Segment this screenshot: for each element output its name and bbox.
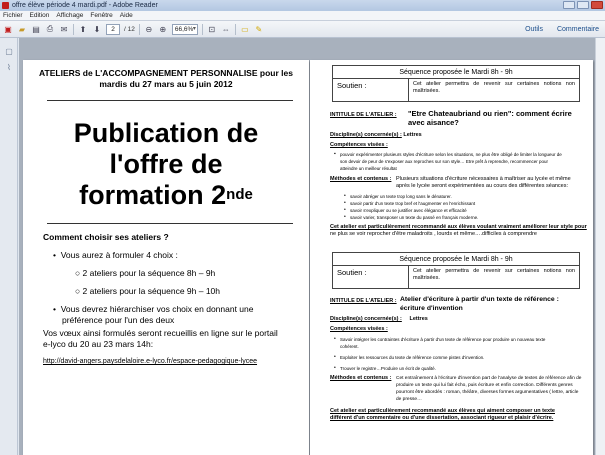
menu-aide[interactable]: Aide bbox=[119, 12, 133, 19]
zoom-select[interactable]: 66,6% ▾ bbox=[172, 24, 198, 35]
discipline-value: Lettres bbox=[409, 316, 428, 322]
divider bbox=[47, 223, 293, 224]
sequence-title: Séquence proposée le Mardi 8h - 9h bbox=[333, 253, 579, 266]
list-item-text: Vous aurez à formuler 4 choix : bbox=[60, 250, 178, 260]
atelier-title: écriture d'invention bbox=[400, 305, 463, 312]
menu-edition[interactable]: Edition bbox=[29, 12, 50, 19]
methodes-label: Méthodes et contenus : bbox=[330, 176, 392, 182]
create-pdf-icon[interactable]: ▣ bbox=[4, 24, 12, 34]
header-line: ATELIERS de L'ACCOMPAGNEMENT PERSONNALISE pour les bbox=[39, 68, 293, 78]
window-title: offre élève période 4 mardi.pdf - Adobe Reader bbox=[12, 2, 158, 9]
save-icon[interactable]: ▤ bbox=[32, 24, 40, 34]
portal-link[interactable]: http://david-angers.paysdelaloire.e-lyco.fr/espace-pedagogique-lycee bbox=[43, 358, 258, 365]
atelier-title: "Etre Chateaubriand ou rien": comment écrire bbox=[408, 109, 572, 118]
bullet-dot: • bbox=[344, 207, 346, 213]
methodes-text: de presse… bbox=[396, 397, 422, 402]
comment-note-icon[interactable]: ▭ bbox=[241, 24, 249, 34]
recommendation-text: Cet atelier est particulièrement recommandé aux élèves qui aiment composer un texte bbox=[330, 408, 555, 414]
competences-label: Compétences visées : bbox=[330, 142, 388, 148]
menu-fichier[interactable]: Fichier bbox=[3, 12, 23, 19]
toolbar-divider bbox=[73, 24, 74, 35]
competence-text: Savoir intégrer les contraintes d'écriture à partir d'un texte de référence pour produire un nouveau texte bbox=[340, 337, 546, 342]
toolbar-divider bbox=[139, 24, 140, 35]
bullet-dot: • bbox=[344, 214, 346, 220]
methodes-text: Cet entraînement à l'écriture d'invention part de l'analyse de textes de référence afin de bbox=[396, 376, 582, 381]
competence-text: Exploiter les ressources du texte de référence comme pistes d'invention. bbox=[340, 355, 485, 360]
pdf-page-left bbox=[23, 60, 309, 455]
methode-item: savoir partir d'un texte trop bref et l'augmenter en l'enrichissant bbox=[350, 201, 476, 206]
title-line: l'offre de bbox=[109, 149, 223, 179]
soutien-text: Cet atelier permettra de revenir sur certaines notions non maîtrisées. bbox=[413, 81, 575, 94]
page-header bbox=[33, 68, 299, 90]
methodes-label: Méthodes et contenus : bbox=[330, 375, 392, 381]
list-item-text: 2 ateliers pour la séquence 8h – 9h bbox=[82, 268, 216, 278]
methode-item: savoir abréger un texte trop long sans le dénaturer. bbox=[350, 194, 452, 199]
next-page-icon[interactable]: ⬇ bbox=[93, 24, 101, 34]
paragraph-line: Vos vœux ainsi formulés seront recueillis en ligne sur le portail bbox=[43, 328, 278, 338]
competences-label: Compétences visées : bbox=[330, 326, 388, 332]
bullet-dot: ▪ bbox=[334, 151, 336, 157]
page-number-input[interactable]: 2 bbox=[106, 24, 120, 35]
bullet-dot: • bbox=[334, 354, 336, 360]
comment-link[interactable]: Commentaire bbox=[556, 26, 599, 33]
soutien-label: Soutien : bbox=[333, 79, 409, 101]
methodes-text: pourront être abordés : roman, théâtre, diverses formes argumentatives ( lettre, article bbox=[396, 390, 579, 395]
sequence-box bbox=[332, 65, 580, 102]
title-bar bbox=[0, 0, 605, 11]
sub-list-item: ○ 2 ateliers pour la séquence 8h – 9h bbox=[75, 268, 216, 278]
sub-list-item: ○ 2 ateliers pour la séquence 9h – 10h bbox=[75, 286, 221, 296]
paragraph-line: e-lyco du 20 au 23 mars 14h: bbox=[43, 339, 154, 349]
list-item-text: 2 ateliers pour la séquence 9h – 10h bbox=[82, 286, 221, 296]
competence-text: atteindre un meilleur résultat bbox=[340, 166, 397, 171]
bullet-dot: • bbox=[334, 336, 336, 342]
email-icon[interactable]: ✉ bbox=[60, 24, 68, 34]
intitule-label: INTITULE DE L'ATELIER : bbox=[330, 112, 397, 118]
header-line: mardis du 27 mars au 5 juin 2012 bbox=[99, 79, 233, 89]
bullet-dot: • bbox=[334, 365, 336, 371]
discipline-label: Discipline(s) concernée(s) : bbox=[330, 316, 402, 322]
fit-width-icon[interactable]: ⇔ bbox=[221, 24, 230, 34]
soutien-label: Soutien : bbox=[333, 266, 409, 288]
title-line: Publication de bbox=[73, 118, 259, 148]
methode-item: savoir varier, transposer un texte du passé en français moderne. bbox=[350, 215, 479, 220]
recommendation-text: Cet atelier est particulièrement recommandé aux élèves voulant vraiment améliorer leur style pour bbox=[330, 224, 587, 230]
sequence-box bbox=[332, 252, 580, 289]
vertical-scrollbar[interactable] bbox=[595, 38, 605, 455]
open-file-icon[interactable]: ▰ bbox=[18, 24, 26, 34]
list-item: • Vous devrez hiérarchiser vos choix en donnant une bbox=[53, 304, 254, 314]
toolbar bbox=[0, 21, 605, 38]
atelier-title: Atelier d'écriture à partir d'un texte de référence : bbox=[400, 296, 559, 303]
methodes-text: Plusieurs situations d'écriture nécessaires à maîtriser au lycée et même bbox=[396, 176, 571, 182]
question-heading: Comment choisir ses ateliers ? bbox=[43, 232, 169, 242]
menu-affichage[interactable]: Affichage bbox=[56, 12, 84, 19]
fit-page-icon[interactable]: ⊡ bbox=[208, 24, 216, 34]
print-icon[interactable]: ⎙ bbox=[46, 24, 54, 33]
close-button[interactable] bbox=[591, 1, 603, 9]
discipline-line bbox=[330, 132, 422, 139]
list-item-text: Vous devrez hiérarchiser vos choix en donnant une bbox=[60, 304, 254, 314]
title-line bbox=[33, 180, 299, 211]
tools-link[interactable]: Outils bbox=[525, 26, 543, 33]
competence-text: Trouver le registre…Produire un écrit de qualité. bbox=[340, 366, 436, 371]
atelier-title: avec aisance? bbox=[408, 118, 459, 127]
toolbar-divider bbox=[202, 24, 203, 35]
list-item: • Vous aurez à formuler 4 choix : bbox=[53, 250, 178, 260]
discipline-line bbox=[330, 316, 428, 323]
zoom-in-icon[interactable]: ⊕ bbox=[159, 24, 167, 34]
menu-bar bbox=[0, 11, 605, 21]
discipline-label: Discipline(s) concernée(s) : bbox=[330, 132, 402, 138]
maximize-button[interactable] bbox=[577, 1, 589, 9]
minimize-button[interactable] bbox=[563, 1, 575, 9]
methodes-text: produire un texte qui lui fait écho, puis écriture et enfin correction. Différents genres bbox=[396, 383, 573, 388]
menu-fenetre[interactable]: Fenêtre bbox=[90, 12, 113, 19]
highlight-icon[interactable]: ✎ bbox=[255, 24, 263, 34]
document-title bbox=[33, 118, 299, 211]
competence-text: pouvoir expérimenter plusieurs styles d'écriture selon les situations, ne plus être obligé de limiter la longueur de bbox=[340, 152, 562, 157]
title-text: formation 2 bbox=[79, 180, 227, 210]
title-superscript: nde bbox=[226, 186, 253, 203]
zoom-out-icon[interactable]: ⊖ bbox=[145, 24, 153, 34]
intitule-label: INTITULE DE L'ATELIER : bbox=[330, 298, 397, 304]
methodes-text: après le lycée seront expérimentées au cours des différentes séances: bbox=[396, 183, 569, 189]
attachments-icon[interactable]: ⌇ bbox=[7, 62, 11, 72]
previous-page-icon[interactable]: ⬆ bbox=[79, 24, 87, 34]
competence-text: cohérent. bbox=[340, 344, 359, 349]
page-total: / 12 bbox=[124, 25, 135, 33]
discipline-value: Lettres bbox=[403, 132, 422, 138]
pdf-page-right bbox=[310, 60, 593, 455]
document-view bbox=[19, 38, 605, 455]
bullet-dot: • bbox=[344, 193, 346, 199]
toolbar-divider bbox=[235, 24, 236, 35]
divider bbox=[47, 100, 293, 101]
soutien-text: Cet atelier permettra de revenir sur certaines notions non maîtrisées. bbox=[413, 268, 575, 281]
competence-text: son devoir de peur de s'exposer aux reproches sur son style… Etre prêt à reprendre, recommencer pour bbox=[340, 159, 548, 164]
methode-item: savoir s'expliquer ou se justifier avec élégance et efficacité bbox=[350, 208, 467, 213]
adobe-reader-icon bbox=[2, 2, 9, 9]
recommendation-text: différent d'un commentaire ou d'une dissertation, associant rigueur et plaisir d'écrire. bbox=[330, 415, 554, 421]
recommendation-text: ne plus se voir reprocher d'être maladroits , lourds et même….difficiles à comprendre bbox=[330, 231, 537, 237]
list-item-continuation: préférence pour l'un des deux bbox=[62, 315, 175, 325]
bullet-dot: • bbox=[344, 200, 346, 206]
navigation-panel bbox=[0, 38, 18, 455]
sequence-title: Séquence proposée le Mardi 8h - 9h bbox=[333, 66, 579, 79]
page-thumbnails-icon[interactable]: ▢ bbox=[5, 46, 13, 56]
